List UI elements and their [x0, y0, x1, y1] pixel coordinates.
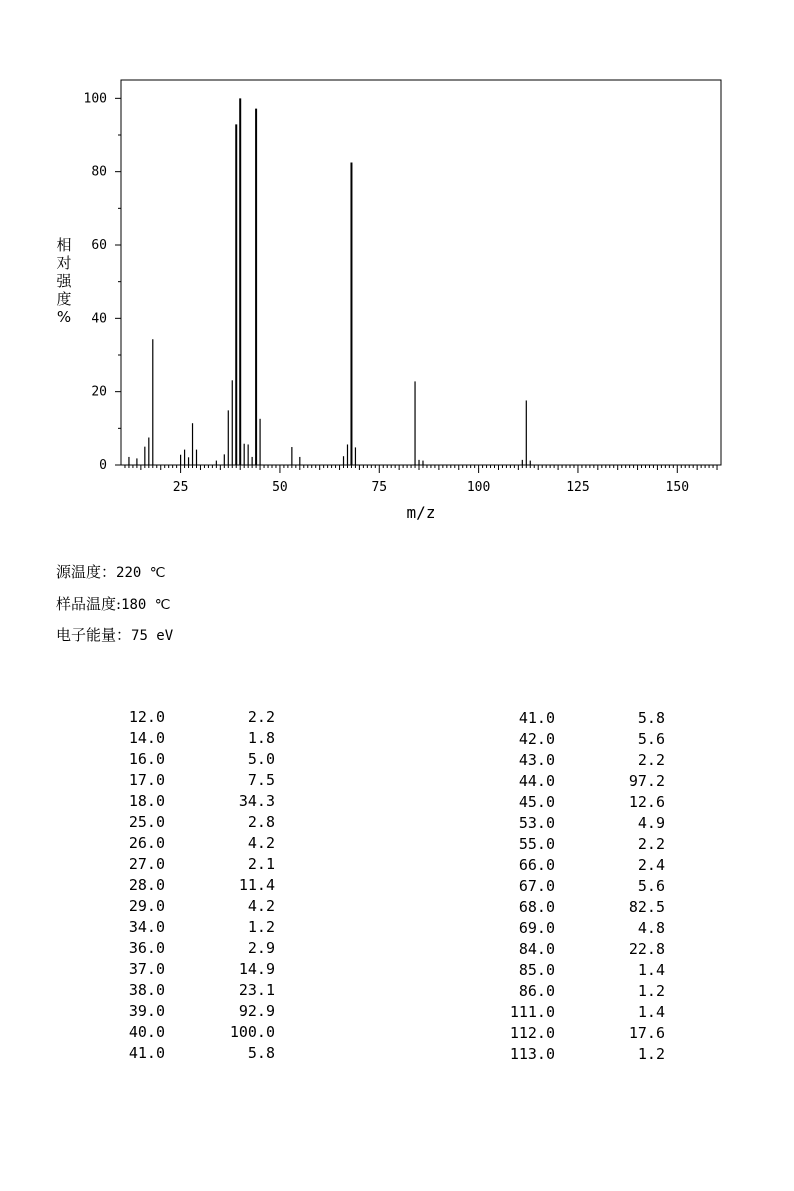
intensity-value: 5.6: [637, 877, 665, 895]
mz-value: 14.0: [128, 729, 165, 747]
mz-value: 55.0: [518, 835, 555, 853]
electron-energy: [56, 624, 173, 645]
intensity-value: 2.4: [637, 856, 665, 874]
intensity-value: 4.8: [637, 919, 665, 937]
mz-value: 53.0: [518, 814, 555, 832]
source-temperature: [56, 561, 165, 582]
intensity-value: 7.5: [247, 771, 275, 789]
y-tick-label: 0: [99, 458, 107, 473]
source-temperature-label: 源温度：: [56, 563, 117, 581]
intensity-value: 2.9: [247, 939, 275, 957]
x-tick-label: 150: [665, 480, 690, 495]
mz-value: 39.0: [128, 1002, 165, 1020]
x-tick-label: 50: [272, 480, 288, 495]
mz-value: 29.0: [128, 897, 165, 915]
sample-temperature-value: 180 ℃: [121, 597, 171, 613]
electron-energy-value: 75 eV: [131, 628, 174, 644]
intensity-value: 11.4: [238, 876, 275, 894]
mz-value: 43.0: [518, 751, 555, 769]
y-axis-label-char: 强: [56, 272, 72, 290]
intensity-value: 1.4: [637, 1003, 665, 1021]
mz-value: 38.0: [128, 981, 165, 999]
sample-temperature-label: 样品温度:: [56, 595, 122, 613]
mz-value: 66.0: [518, 856, 555, 874]
mz-value: 41.0: [128, 1044, 165, 1062]
y-tick-label: 80: [91, 164, 107, 180]
x-tick-label: 25: [172, 480, 189, 495]
mz-value: 12.0: [128, 708, 165, 726]
mz-value: 113.0: [509, 1045, 555, 1063]
intensity-value: 2.1: [247, 855, 275, 873]
electron-energy-label: 电子能量：: [56, 626, 132, 644]
x-axis: [125, 465, 717, 495]
intensity-value: 97.2: [628, 772, 665, 790]
intensity-value: 17.6: [628, 1024, 665, 1042]
mz-value: 69.0: [518, 919, 555, 937]
x-tick-label: 125: [566, 480, 590, 495]
intensity-value: 2.2: [637, 751, 665, 769]
intensity-value: 4.2: [247, 897, 275, 915]
y-axis-label-char: 相: [56, 236, 72, 254]
y-axis-label-char: 对: [56, 254, 72, 272]
intensity-value: 82.5: [628, 898, 665, 916]
mz-value: 68.0: [518, 898, 555, 916]
x-tick-label: 100: [466, 480, 491, 495]
mz-value: 28.0: [128, 876, 165, 894]
mz-value: 67.0: [518, 877, 555, 895]
mz-value: 42.0: [518, 730, 555, 748]
mz-value: 18.0: [128, 792, 165, 810]
mz-value: 36.0: [128, 939, 165, 957]
y-tick-label: 60: [91, 238, 107, 253]
mz-value: 16.0: [128, 750, 165, 768]
y-axis-label: [56, 236, 72, 326]
y-axis-label-char: 度: [56, 290, 72, 308]
mz-value: 25.0: [128, 813, 165, 831]
mz-value: 34.0: [128, 918, 165, 936]
source-temperature-value: 220 ℃: [116, 565, 166, 581]
intensity-value: 14.9: [238, 960, 275, 978]
mz-value: 45.0: [518, 793, 555, 811]
mass-spectrum-chart: [0, 0, 794, 540]
y-axis-label-char: %: [56, 308, 72, 326]
mz-value: 86.0: [518, 982, 555, 1000]
intensity-value: 1.2: [637, 1045, 665, 1063]
intensity-value: 2.2: [637, 835, 665, 853]
mz-value: 40.0: [128, 1023, 165, 1041]
intensity-value: 22.8: [628, 940, 665, 958]
y-tick-label: 100: [83, 91, 107, 107]
intensity-value: 2.8: [247, 813, 275, 831]
intensity-value: 100.0: [229, 1023, 275, 1041]
intensity-value: 5.6: [637, 730, 665, 748]
intensity-value: 1.8: [247, 729, 275, 747]
intensity-value: 1.2: [637, 982, 665, 1000]
x-tick-label: 75: [371, 480, 388, 495]
y-tick-label: 20: [91, 384, 107, 400]
mz-value: 112.0: [509, 1024, 555, 1042]
intensity-value: 92.9: [238, 1002, 275, 1020]
mz-value: 37.0: [128, 960, 165, 978]
intensity-value: 34.3: [238, 792, 275, 810]
x-axis-label: m/z: [406, 503, 436, 522]
sample-temperature: [56, 593, 171, 614]
plot-frame: [121, 80, 721, 465]
mz-value: 85.0: [518, 961, 555, 979]
intensity-value: 5.8: [247, 1044, 275, 1062]
mz-value: 41.0: [518, 709, 555, 727]
intensity-value: 5.8: [637, 709, 665, 727]
mz-value: 27.0: [128, 855, 165, 873]
mz-value: 26.0: [128, 834, 165, 852]
intensity-value: 1.4: [637, 961, 665, 979]
intensity-value: 1.2: [247, 918, 275, 936]
intensity-value: 4.2: [247, 834, 275, 852]
peak-bars: [129, 98, 530, 465]
intensity-value: 5.0: [247, 750, 275, 768]
y-axis: [84, 91, 121, 473]
mz-value: 84.0: [518, 940, 555, 958]
mz-value: 17.0: [128, 771, 165, 789]
mz-value: 44.0: [518, 772, 555, 790]
intensity-value: 12.6: [628, 793, 665, 811]
y-tick-label: 40: [91, 311, 107, 327]
intensity-value: 4.9: [637, 814, 665, 832]
mz-value: 111.0: [509, 1003, 555, 1021]
intensity-value: 2.2: [247, 708, 275, 726]
intensity-value: 23.1: [238, 981, 275, 999]
